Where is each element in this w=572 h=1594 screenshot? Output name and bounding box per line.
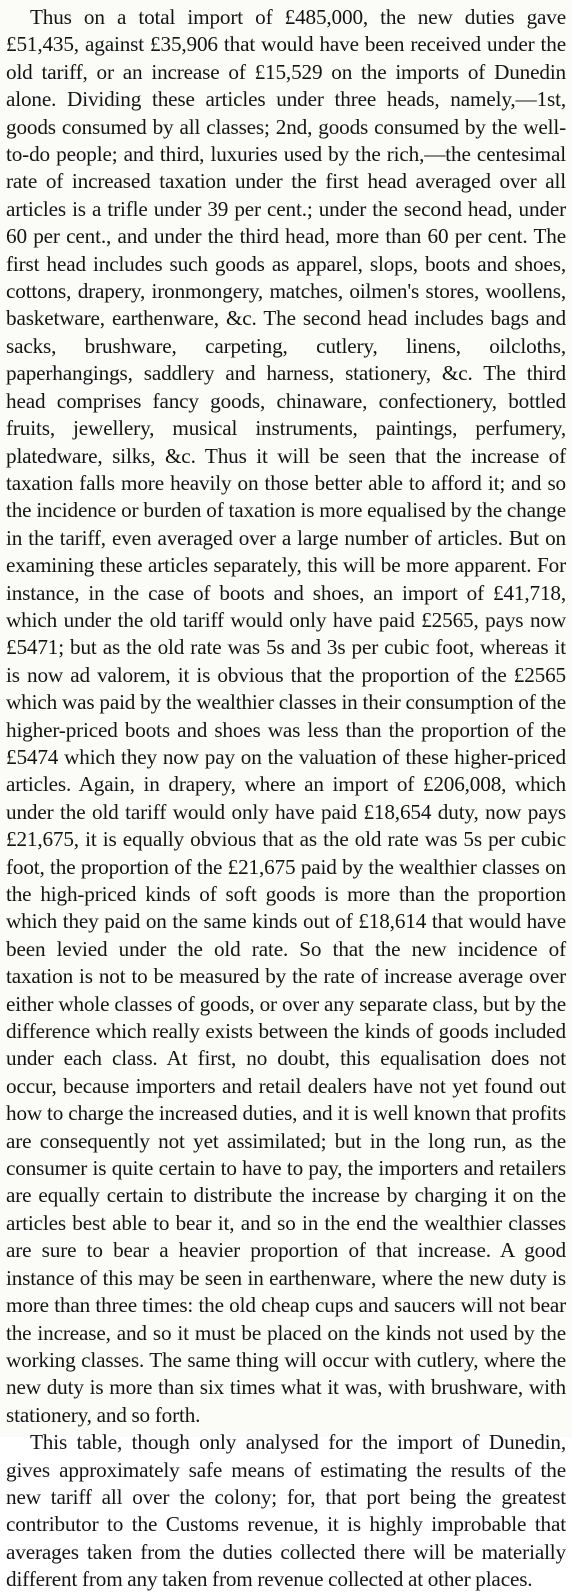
article-paragraph-1: Thus on a total import of £485,000, the new duties gave £51,435, against £35,906 that would have been received under the old tariff, or an increase of £15,529 on the imports of Dunedin alone. Dividing these articles under three heads, namely,—1st, goods consumed by all classes; 2nd, goods consumed by the well-to-do people; and third, luxuries used by the rich,—the centesimal rate of increased taxation under the first head averaged over all articles is a trifle under 39 per cent.; under the second head, under 60 per cent., and under the third head, more than 60 per cent. The first head includes such goods as apparel, slops, boots and shoes, cottons, drapery, ironmongery, matches, oilmen's stores, woollens, basketware, earthenware, &c. The second head includes bags and sacks, brushware, carpeting, cutlery, linens, oilcloths, paperhangings, saddlery and harness, stationery, &c. The third head comprises fancy goods, chinaware, confectionery, bottled fruits, jewellery, musical instruments, paintings, perfumery, platedware, silks, &c. Thus it will be seen that the increase of taxation falls more heavily on those better able to afford it; and so the incidence or burden of taxation is more equalised by the change in the tariff, even averaged over a large number of articles. But on examining these articles separately, this will be more apparent. For instance, in the case of boots and shoes, an import of £41,718, which under the old tariff would only have paid £2565, pays now £5471; but as the old rate was 5s and 3s per cubic foot, whereas it is now ad valorem, it is obvious that the proportion of the £2565 which was paid by the wealthier classes in their consumption of the higher-priced boots and shoes was less than the proportion of the £5474 which they now pay on the valuation of these higher-priced articles. Again, in drapery, where an import of £206,008, which under the old tariff would only have paid £18,654 duty, now pays £21,675, it is equally obvious that as the old rate was 5s per cubic foot, the proportion of the £21,675 paid by the wealthier classes on the high-priced kinds of soft goods is more than the proportion which they paid on the same kinds out of £18,614 that would have been levied under the old rate. So that the new incidence of taxation is not to be measured by the rate of increase average over either whole classes of goods, or over any separate class, but by the difference which really exists between the kinds of goods included under each class. At first, no doubt, this equalisation does not occur, because importers and retail dealers have not yet found out how to charge the increased duties, and it is well known that profits are consequently not yet assimilated; but in the long run, as the consumer is quite certain to have to pay, the importers and retailers are equally certain to distribute the increase by charging it on the articles best able to bear it, and so in the end the wealthier classes are sure to bear a heavier proportion of that increase. A good instance of this may be seen in earthenware, where the new duty is more than three times: the old cheap cups and saucers will not bear the increase, and so it must be placed on the kinds not used by the working classes. The same thing will occur with cutlery, where the new duty is more than six times what it was, with brushware, with stationery, and so forth. <box>6 5 566 1427</box>
article-paragraph-2: This table, though only analysed for the import of Dunedin, gives approximately safe means of estimating the results of the new tariff all over the colony; for, that port being the greatest contributor to the Customs revenue, it is highly improbable that averages taken from the duties collected there will be materially different from any taken from revenue collected at other places. <box>6 1430 566 1592</box>
